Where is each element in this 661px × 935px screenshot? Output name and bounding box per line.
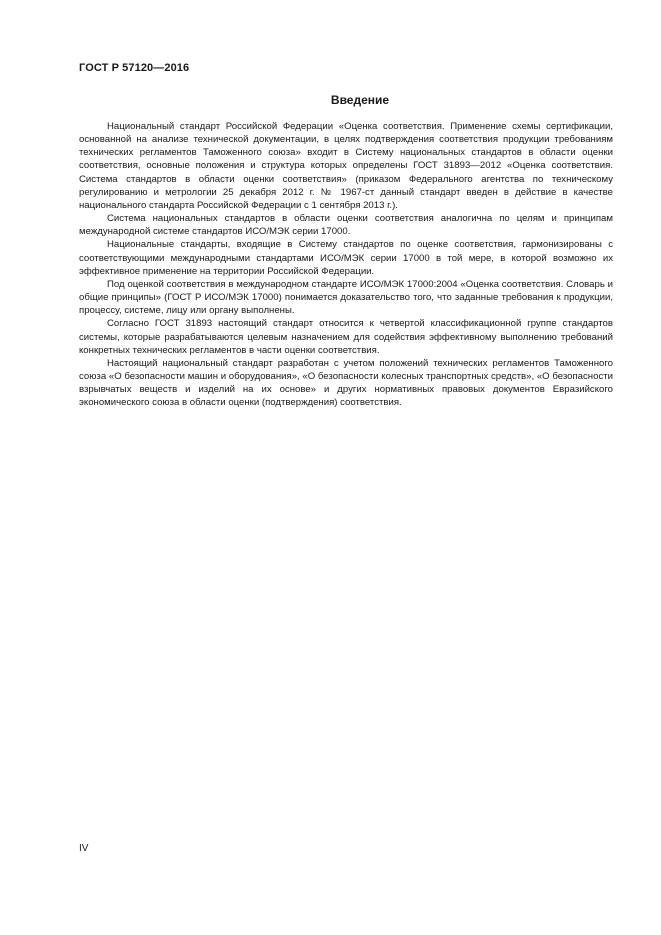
paragraph-6: Настоящий национальный стандарт разработан с учетом положений технических регламентов Таможенного союза «О безопасности машин и оборудования», «О безопасности колесных транспортных средств», «О безопасности взрывчатых веществ и изделий на их основе» и других нормативных правовых документов Евразийского экономического союза в области оценки (подтверждения) соответствия. <box>79 357 613 409</box>
paragraph-4: Под оценкой соответствия в международном стандарте ИСО/МЭК 17000:2004 «Оценка соответствия. Словарь и общие принципы» (ГОСТ Р ИСО/МЭК 17000) понимается доказательство того, что заданные требования к продукции, процессу, системе, лицу или органу выполнены. <box>79 278 613 317</box>
document-header: ГОСТ Р 57120—2016 <box>79 62 190 74</box>
paragraph-5: Согласно ГОСТ 31893 настоящий стандарт относится к четвертой классификационной группе стандартов системы, которые разрабатываются целевым назначением для содействия эффективному выполнению требований конкретных технических регламентов в части оценки соответствия. <box>79 318 613 356</box>
paragraph-3: Национальные стандарты, входящие в Систему стандартов по оценке соответствия, гармонизированы с соответствующими международными стандартами ИСО/МЭК серии 17000 в той мере, в которой возможно их эффективное применение на территории Российской Федерации. <box>79 239 613 277</box>
page-number: IV <box>79 843 89 854</box>
section-title: Введение <box>330 93 390 107</box>
paragraph-2: Система национальных стандартов в области оценки соответствия аналогична по целям и принципам международной системе стандартов ИСО/МЭК серии 17000. <box>79 213 613 238</box>
body-text <box>79 120 613 409</box>
paragraph-1: Национальный стандарт Российской Федерации «Оценка соответствия. Применение схемы сертификации, основанной на анализе технической документации, в целях подтверждения соответствия продукции требованиям технических регламентов Таможенного союза» входит в Систему национальных стандартов в области оценки соответствия, основные положения и структура которых определены ГОСТ 31893—2012 «Оценка соответствия. Система стандартов в области оценки соответствия» (приказом Федерального агентства по техническому регулированию и метрологии 25 декабря 2012 г. № 1967-ст данный стандарт введен в действие в качестве национального стандарта Российской Федерации с 1 сентября 2013 г.). <box>79 121 613 211</box>
